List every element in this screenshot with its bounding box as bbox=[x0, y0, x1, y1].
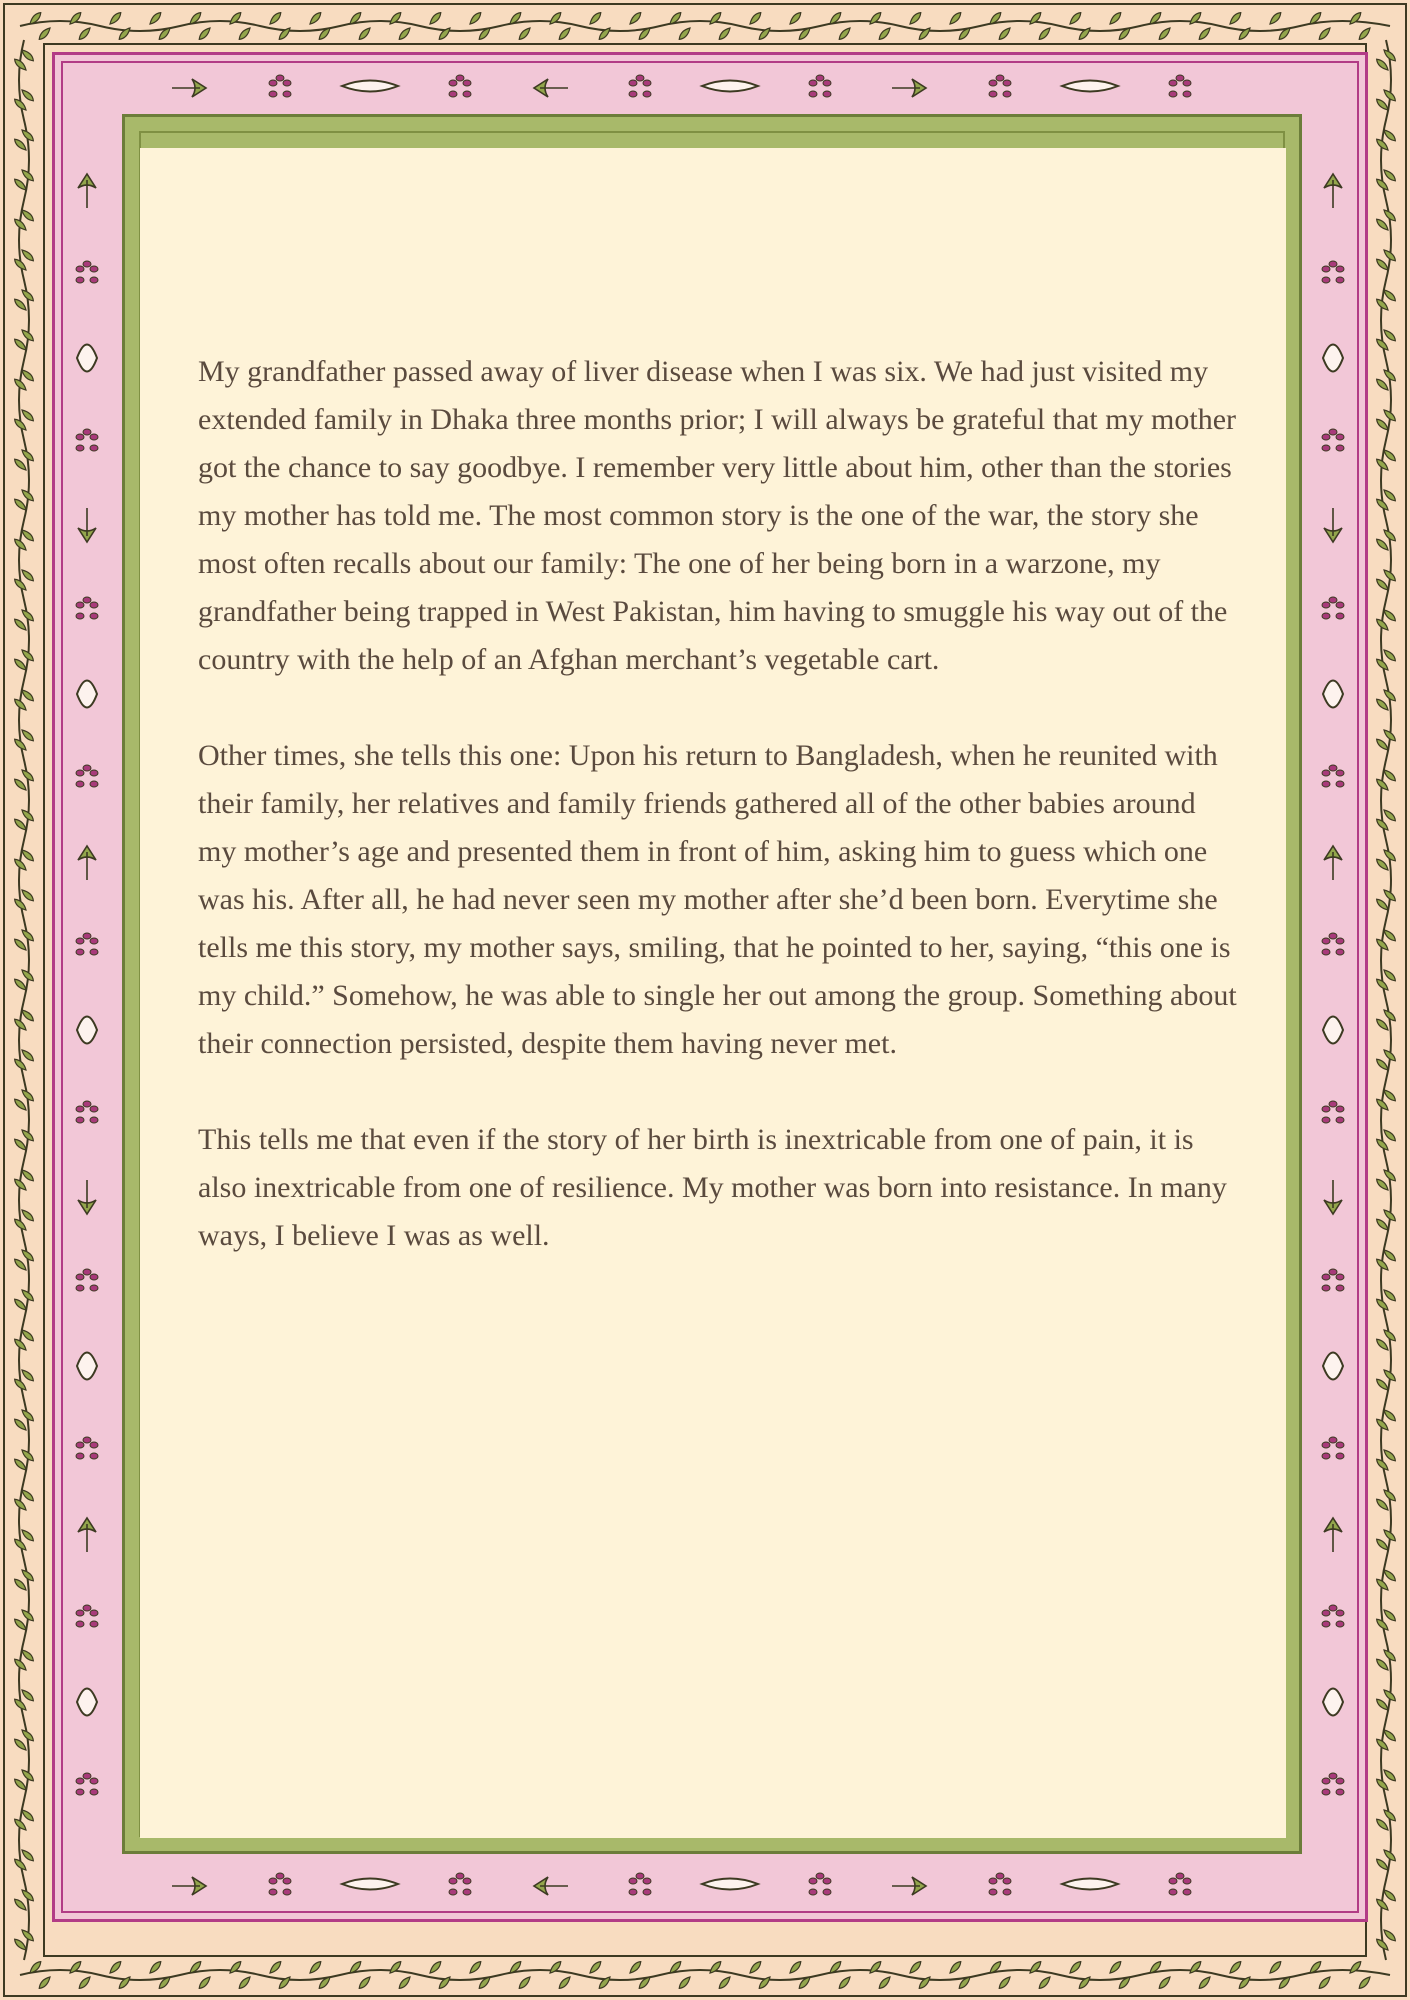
paragraph-3: This tells me that even if the story of her birth is inextricable from one of pain, it is also inextricable from one of resilience. My mother was born into resistance. In many ways, I believe I was as well. bbox=[198, 1123, 1227, 1252]
paragraph-1: My grandfather passed away of liver disease when I was six. We had just visited my extended family in Dhaka three months prior; I will always be grateful that my mother got the chance to say goodbye. I remember very little about him, other than the stories my mother has told me. The most common story is the one of the war, the story she most often recalls about our family: The one of her being born in a warzone, my grandfather being trapped in West Pakistan, him having to smuggle his way out of the country with the help of an Afghan merchant’s vegetable cart. bbox=[198, 355, 1237, 676]
content-panel bbox=[140, 148, 1286, 1838]
story-text bbox=[198, 348, 1238, 1308]
paragraph-2: Other times, she tells this one: Upon his return to Bangladesh, when he reunited with their family, her relatives and family friends gathered all of the other babies around my mother’s age and presented them in front of him, asking him to guess which one was his. After all, he had never seen my mother after she’d been born. Everytime she tells me this story, my mother says, smiling, that he pointed to her, saying, “this one is my child.” Somehow, he was able to single her out among the group. Something about their connection persisted, despite them having never met. bbox=[198, 739, 1237, 1060]
